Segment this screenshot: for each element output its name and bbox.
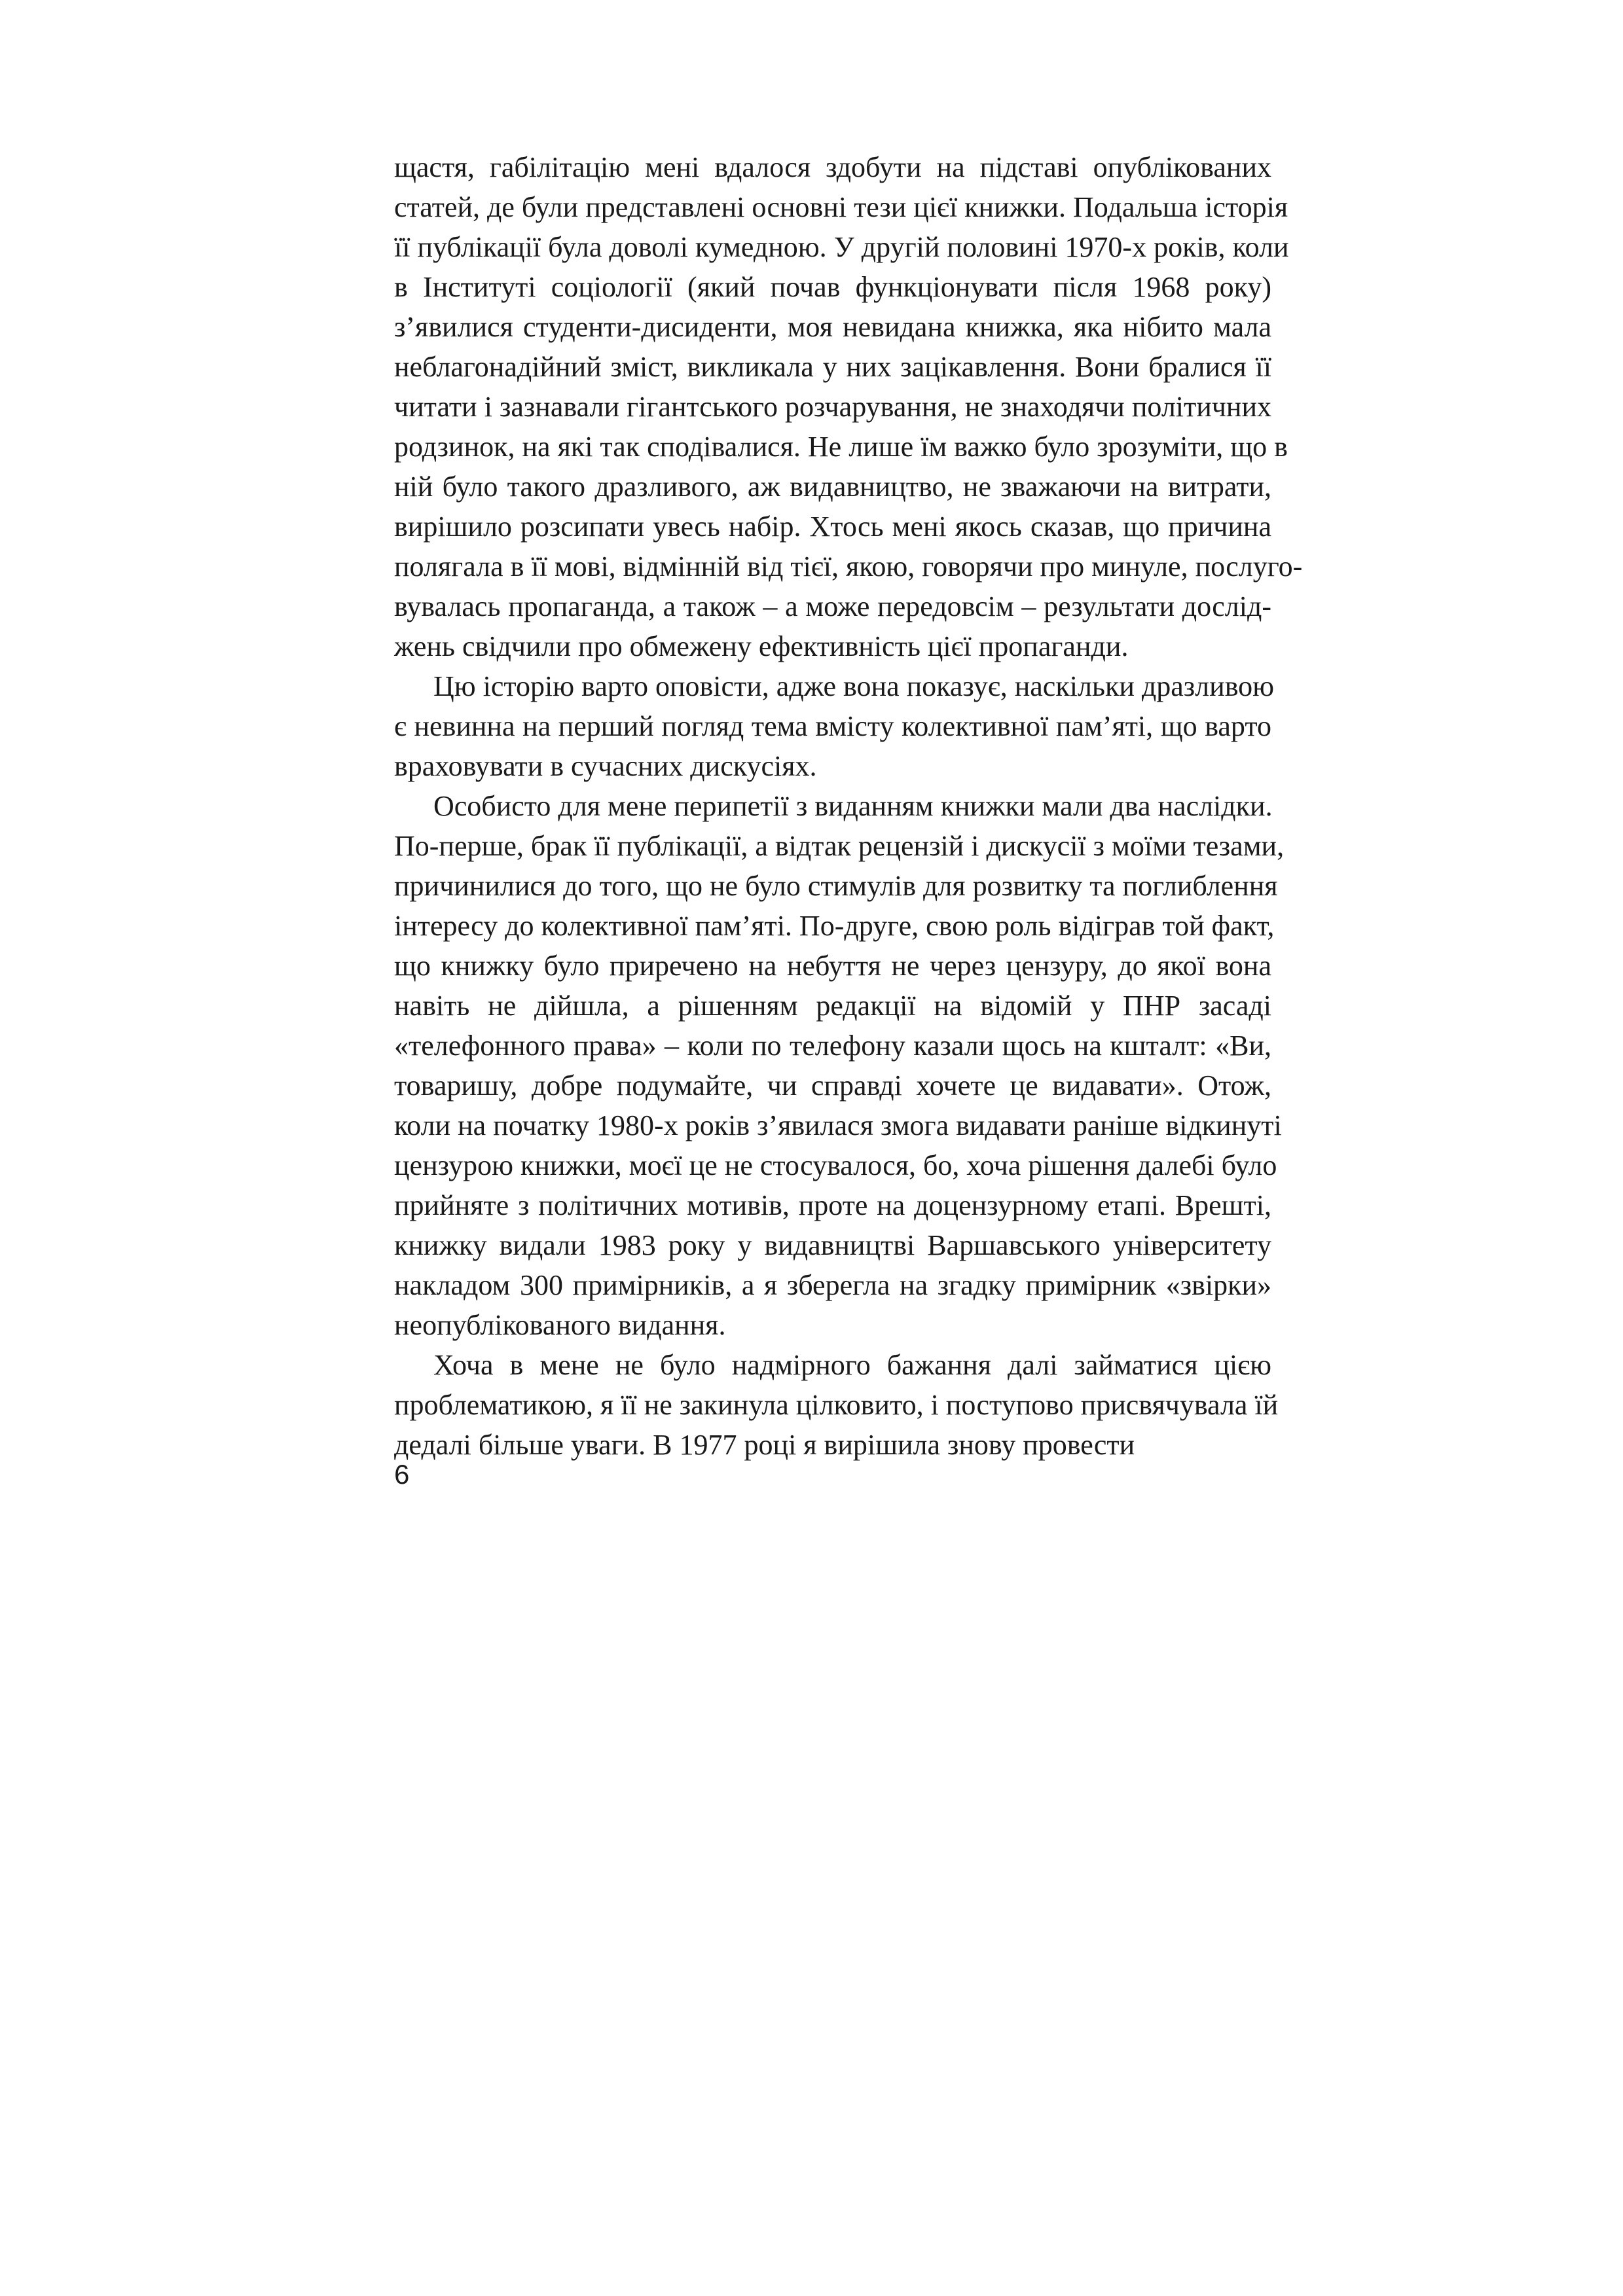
text-line: в Інституті соціології (який почав функціонувати після 1968 року) [394,271,1271,303]
paragraph [394,1345,1279,1465]
text-line: проблематикою, я її не закинула цілковито, і поступово присвячувала їй [394,1389,1279,1421]
text-line: причинилися до того, що не було стимулів для розвитку та поглиблення [394,870,1278,902]
paragraph [394,786,1285,1345]
text-line: інтересу до колективної пам’яті. По-друге, свою роль відіграв той факт, [394,910,1275,942]
text-line: що книжку було приречено на небуття не через цензуру, до якої вона [394,950,1271,982]
text-line: накладом 300 примірників, а я зберегла на згадку примірник «звірки» [394,1269,1271,1301]
text-line: з’явилися студенти-дисиденти, моя невидана книжка, яка нібито мала [394,311,1271,343]
text-line: дедалі більше уваги. В 1977 році я вирішила знову провести [394,1429,1135,1461]
page-number: 6 [394,1459,410,1490]
text-line: Цю історію варто оповісти, адже вона показує, наскільки дразливою [433,670,1275,702]
body-text [394,147,1303,1465]
text-line: коли на початку 1980-х років з’явилася змога видавати раніше відкинуті [394,1109,1282,1141]
text-line: статей, де були представлені основні тези цієї книжки. Подальша історія [394,191,1288,223]
text-line: Особисто для мене перипетії з виданням книжки мали два наслідки. [433,790,1273,822]
text-line: «телефонного права» – коли по телефону казали щось на кшталт: «Ви, [394,1030,1271,1062]
text-line: враховувати в сучасних дискусіях. [394,750,817,782]
text-line: прийняте з політичних мотивів, проте на доцензурному етапі. Врешті, [394,1189,1271,1221]
text-line: є невинна на перший погляд тема вмісту колективної пам’яті, що варто [394,710,1271,742]
text-line: жень свідчили про обмежену ефективність цієї пропаганди. [394,630,1129,662]
text-line: щастя, габілітацію мені вдалося здобути на підставі опублікованих [394,151,1271,183]
text-line: навіть не дійшла, а рішенням редакції на відомій у ПНР засаді [394,990,1271,1022]
text-line: неопублікованого видання. [394,1309,726,1341]
text-line: По-перше, брак її публікації, а відтак рецензій і дискусії з моїми тезами, [394,830,1285,862]
text-line: полягала в її мові, відмінній від тієї, якою, говорячи про минуле, послуго- [394,550,1303,583]
text-line: вувалась пропаганда, а також – а може передовсім – результати дослід- [394,590,1271,622]
paragraph [394,147,1303,666]
text-line: читати і зазнавали гігантського розчарування, не знаходячи політичних [394,391,1271,423]
text-line: книжку видали 1983 року у видавництві Варшавського університету [394,1229,1271,1261]
text-line: ній було такого дразливого, аж видавництво, не зважаючи на витрати, [394,471,1271,503]
text-line: товаришу, добре подумайте, чи справді хочете це видавати». Отож, [394,1069,1271,1102]
paragraph [394,666,1275,786]
text-line: її публікації була доволі кумедною. У другій половині 1970-х років, коли [394,231,1289,263]
text-line: неблагонадійний зміст, викликала у них зацікавлення. Вони бралися її [394,351,1271,383]
text-line: вирішило розсипати увесь набір. Хтось мені якось сказав, що причина [394,511,1271,543]
text-line: цензурою книжки, моєї це не стосувалося, бо, хоча рішення далебі було [394,1149,1277,1181]
text-line: Хоча в мене не було надмірного бажання далі займатися цією [433,1349,1271,1381]
text-line: родзинок, на які так сподівалися. Не лише їм важко було зрозуміти, що в [394,431,1288,463]
